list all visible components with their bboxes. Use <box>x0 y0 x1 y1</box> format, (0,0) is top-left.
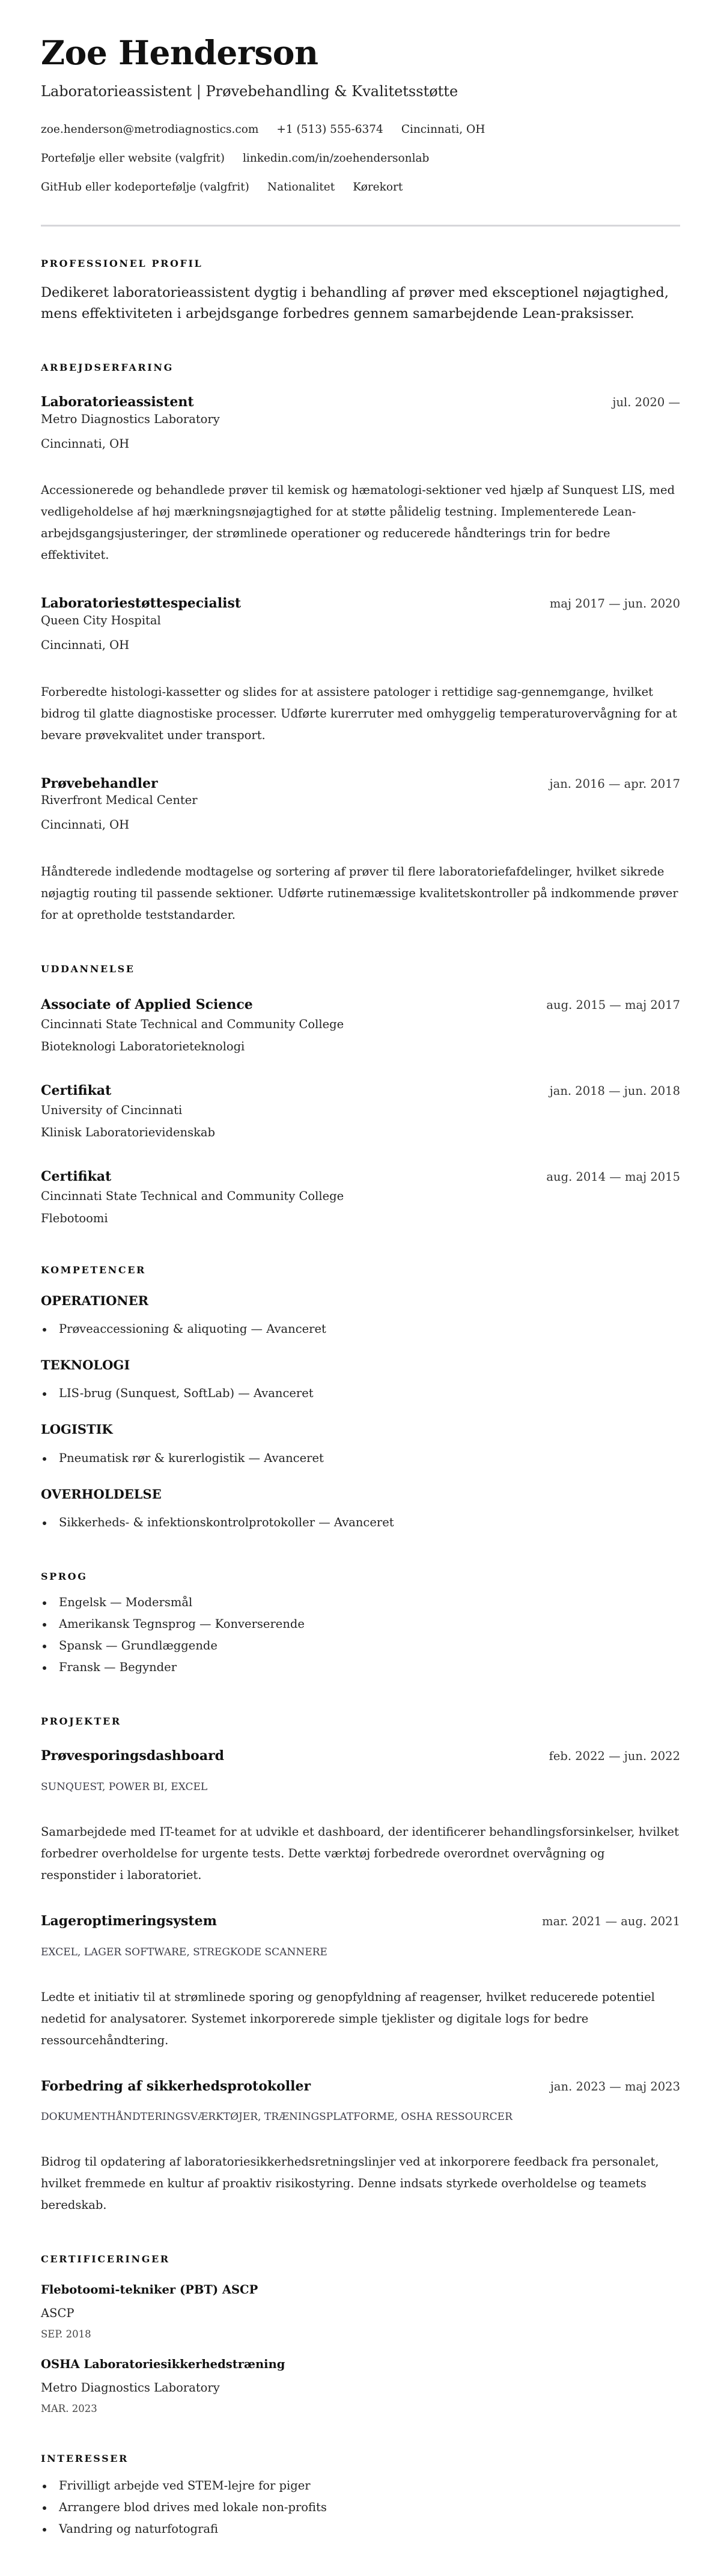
contact-linkedin[interactable]: linkedin.com/in/zoehendersonlab <box>243 151 430 165</box>
project-title: Forbedring af sikkerhedsprotokoller <box>41 2078 311 2094</box>
language-item: Fransk — Begynder <box>41 1657 680 1678</box>
contact-github[interactable]: GitHub eller kodeportefølje (valgfrit) <box>41 180 249 193</box>
education-date: jan. 2018 — jun. 2018 <box>549 1084 680 1098</box>
project-entry <box>41 1747 680 1886</box>
degree-title: Associate of Applied Science <box>41 996 253 1012</box>
resume-header <box>41 35 680 227</box>
field-of-study: Klinisk Laboratorievidenskab <box>41 1125 216 1140</box>
project-entry <box>41 1913 680 2051</box>
project-date: mar. 2021 — aug. 2021 <box>542 1914 680 1928</box>
contact-location: Cincinnati, OH <box>401 123 485 136</box>
certification-issuer: Metro Diagnostics Laboratory <box>41 2380 220 2395</box>
contact-row <box>41 123 680 137</box>
education-entry <box>41 1082 680 1140</box>
job-company: Riverfront Medical Center <box>41 793 198 808</box>
project-description: Bidrog til opdatering af laboratoriesikkerhedsretningslinjer ved at inkorporere feedback fra personalet, hvilket fremmede en kultur af proaktiv risikostyring. Denne indsats styrkede overholdelse og teamets beredskab. <box>41 2155 659 2212</box>
school-name: University of Cincinnati <box>41 1103 183 1117</box>
section-projects <box>41 1716 680 2216</box>
skill-item: LIS-brug (Sunquest, SoftLab) — Avanceret <box>41 1383 680 1404</box>
work-entry <box>41 394 680 566</box>
language-item: Spansk — Grundlæggende <box>41 1635 680 1657</box>
skill-list <box>41 1383 680 1404</box>
section-title: PROJEKTER <box>41 1716 121 1728</box>
contact-portfolio[interactable]: Portefølje eller website (valgfrit) <box>41 151 225 165</box>
interest-item: Vandring og naturfotografi <box>41 2518 680 2540</box>
project-title: Prøvesporingsdashboard <box>41 1748 225 1764</box>
section-title: INTERESSER <box>41 2452 129 2464</box>
section-work-experience <box>41 362 680 926</box>
job-location: Cincinnati, OH <box>41 818 130 832</box>
skill-group-title: OPERATIONER <box>41 1293 149 1308</box>
interest-item: Frivilligt arbejde ved STEM-lejre for piger <box>41 2475 680 2497</box>
project-tech-stack: SUNQUEST, POWER BI, EXCEL <box>41 1780 208 1793</box>
header-divider <box>41 225 680 227</box>
job-title: Laboratorieassistent <box>41 394 194 410</box>
section-title: CERTIFICERINGER <box>41 2253 170 2265</box>
section-languages <box>41 1571 680 1678</box>
education-entry <box>41 1168 680 1226</box>
project-date: jan. 2023 — maj 2023 <box>550 2079 680 2093</box>
contact-email[interactable]: zoe.henderson@metrodiagnostics.com <box>41 123 259 136</box>
candidate-name: Zoe Henderson <box>41 33 318 72</box>
job-company: Metro Diagnostics Laboratory <box>41 412 220 426</box>
section-profile <box>41 258 680 324</box>
degree-title: Certifikat <box>41 1169 112 1185</box>
certification-date: MAR. 2023 <box>41 2403 97 2415</box>
skill-item: Pneumatisk rør & kurerlogistik — Avanceret <box>41 1448 680 1469</box>
education-entry <box>41 996 680 1055</box>
job-company: Queen City Hospital <box>41 613 161 627</box>
skill-list <box>41 1318 680 1340</box>
education-date: aug. 2015 — maj 2017 <box>546 997 680 1012</box>
project-tech-stack: EXCEL, LAGER SOFTWARE, STREGKODE SCANNERE <box>41 1946 327 1958</box>
certification-issuer: ASCP <box>41 2306 75 2320</box>
project-title: Lageroptimeringsystem <box>41 1913 217 1929</box>
section-title: PROFESSIONEL PROFIL <box>41 257 203 269</box>
contact-nationality: Nationalitet <box>267 180 335 193</box>
job-description: Forberedte histologi-kassetter og slides for at assistere patologer i rettidige sag-gennemgange, hvilket bidrog til glatte diagnostiske processer. Udførte kurerruter med omhyggelig temperaturovervågning for at bevare prøvekvalitet under transport. <box>41 684 677 742</box>
job-description: Accessionerede og behandlede prøver til kemisk og hæmatologi-sektioner ved hjælp af Sunquest LIS, med vedligeholdelse af høj mærkningsnøjagtighed for at støtte pålidelig testning. Implementerede Lean-arbejdsgangsjusteringer, der strømlinede operationer og reducerede håndterings trin for bedre effektivitet. <box>41 483 675 562</box>
certification-entry <box>41 2357 680 2416</box>
skill-group-title: OVERHOLDELSE <box>41 1486 162 1502</box>
contact-row <box>41 180 680 195</box>
certification-entry <box>41 2282 680 2341</box>
section-certifications <box>41 2253 680 2415</box>
school-name: Cincinnati State Technical and Community College <box>41 1017 344 1031</box>
interest-list <box>41 2475 680 2540</box>
skill-item: Prøveaccessioning & aliquoting — Avanceret <box>41 1318 680 1340</box>
section-title: ARBEJDSERFARING <box>41 362 174 374</box>
field-of-study: Bioteknologi Laboratorieteknologi <box>41 1039 245 1053</box>
language-item: Amerikansk Tegnsprog — Konverserende <box>41 1613 680 1635</box>
school-name: Cincinnati State Technical and Community College <box>41 1189 344 1203</box>
candidate-headline: Laboratorieassistent | Prøvebehandling & Kvalitetsstøtte <box>41 82 458 100</box>
section-skills <box>41 1264 680 1533</box>
skill-item: Sikkerheds- & infektionskontrolprotokoller — Avanceret <box>41 1512 680 1533</box>
section-title: KOMPETENCER <box>41 1264 146 1276</box>
interest-item: Arrangere blod drives med lokale non-profits <box>41 2497 680 2518</box>
project-description: Samarbejdede med IT-teamet for at udvikle et dashboard, der identificerer behandlingsforsinkelser, hvilket forbedrer overholdelse for urgente tests. Dette værktøj forbedrede overordnet overvågning og responstider i laboratoriet. <box>41 1824 679 1882</box>
education-date: aug. 2014 — maj 2015 <box>546 1170 680 1184</box>
profile-summary: Dedikeret laboratorieassistent dygtig i behandling af prøver med eksceptionel nøjagtighed, mens effektiviteten i arbejdsgange forbedres gennem samarbejdende Lean-praksisser. <box>41 285 669 322</box>
project-tech-stack: DOKUMENTHÅNDTERINGSVÆRKTØJER, TRÆNINGSPLATFORME, OSHA RESSOURCER <box>41 2111 513 2124</box>
contact-row <box>41 151 680 166</box>
field-of-study: Flebotoomi <box>41 1211 108 1226</box>
job-title: Laboratoriestøttespecialist <box>41 595 241 612</box>
certification-date: SEP. 2018 <box>41 2328 91 2340</box>
project-date: feb. 2022 — jun. 2022 <box>549 1749 680 1764</box>
section-interests <box>41 2453 680 2540</box>
job-title: Prøvebehandler <box>41 775 158 791</box>
certification-name: Flebotoomi-tekniker (PBT) ASCP <box>41 2282 258 2297</box>
project-entry <box>41 2078 680 2217</box>
job-description: Håndterede indledende modtagelse og sortering af prøver til flere laboratoriefafdelinger, hvilket sikrede nøjagtig routing til passende sektioner. Udførte rutinemæssige kvalitetskontroller på indkommende prøver for at opretholde teststandarder. <box>41 864 678 922</box>
certification-name: OSHA Laboratoriesikkerhedstræning <box>41 2357 285 2371</box>
skill-group-title: LOGISTIK <box>41 1422 113 1437</box>
job-date: jan. 2016 — apr. 2017 <box>549 776 680 791</box>
job-location: Cincinnati, OH <box>41 437 130 451</box>
section-education <box>41 963 680 1227</box>
skill-list <box>41 1512 680 1533</box>
language-list <box>41 1592 680 1678</box>
job-location: Cincinnati, OH <box>41 638 130 653</box>
contact-phone[interactable]: +1 (513) 555-6374 <box>276 123 383 136</box>
work-entry <box>41 775 680 926</box>
skill-list <box>41 1448 680 1469</box>
skill-group-title: TEKNOLOGI <box>41 1357 130 1372</box>
project-description: Ledte et initiativ til at strømlinede sporing og genopfyldning af reagenser, hvilket reducerede potentiel nedetid for analysatorer. Systemet inkorporerede simple tjeklister og digitale logs for bedre ressourcehåndtering. <box>41 1990 655 2047</box>
language-item: Engelsk — Modersmål <box>41 1592 680 1613</box>
work-entry <box>41 595 680 746</box>
section-title: UDDANNELSE <box>41 963 135 975</box>
section-title: SPROG <box>41 1570 88 1582</box>
job-date: jul. 2020 — <box>612 395 680 410</box>
degree-title: Certifikat <box>41 1083 112 1099</box>
contact-drivers-license: Kørekort <box>353 180 403 193</box>
job-date: maj 2017 — jun. 2020 <box>549 597 680 611</box>
